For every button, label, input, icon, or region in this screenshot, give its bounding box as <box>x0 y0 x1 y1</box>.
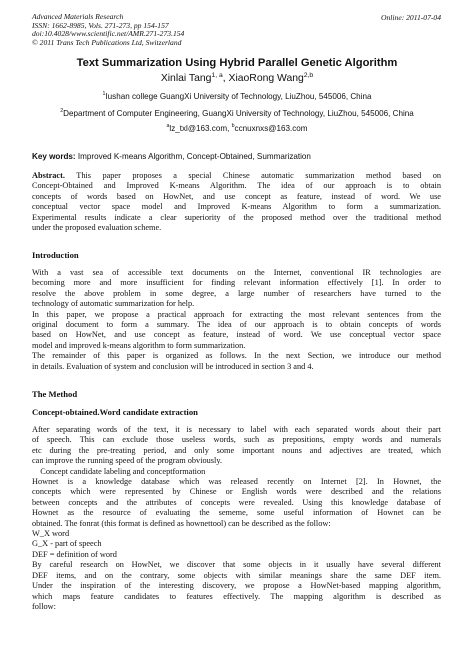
doi-line: doi:10.4028/www.scientific.net/AMR.271-273.154 <box>32 29 185 39</box>
method-line: between concepts and the attributes of concepts were revealed. Using this knowledge database of <box>32 497 441 507</box>
abstract-label: Abstract. <box>32 171 65 180</box>
intro-line: based on HowNet, and use concept as feature, instead of word. We use conceptual vector space <box>32 330 441 340</box>
paper-title: Text Summarization Using Hybrid Parallel Genetic Algorithm <box>76 57 398 69</box>
intro-line: technology of automatic summarization for help. <box>32 299 195 309</box>
method-line: etc during the pre-treating period, and only some important nouns and adjectives are treated, which <box>32 445 441 455</box>
abstract-line: under the proposed evaluation scheme. <box>32 223 162 233</box>
section-heading-introduction: Introduction <box>32 250 79 260</box>
intro-line: model and improved k-means algorithm to form summarization. <box>32 340 246 350</box>
keywords-label: Key words: <box>32 152 76 161</box>
affiliation-2 <box>0 109 474 118</box>
abstract-text: This paper proposes a special Chinese automatic summarization method based on <box>64 171 441 180</box>
abstract-line: Concept-Obtained and Improved K-means Algorithm. The idea of our approach is to obtain <box>32 181 441 191</box>
keywords-text: Improved K-means Algorithm, Concept-Obtained, Summarization <box>75 152 311 161</box>
intro-line: becoming more and more insufficient for finding relevant information effectively [1]. In order to <box>32 278 441 288</box>
section-heading-method: The Method <box>32 389 78 399</box>
author-line <box>0 73 474 84</box>
method-body <box>32 425 441 612</box>
email-marker: a <box>166 123 170 129</box>
email-link[interactable]: lz_txl@163.com, <box>169 124 232 133</box>
method-line: G_X - part of speech <box>32 539 102 549</box>
abstract-line: Experimental results indicate a clear superiority of the proposed method over the traditional method <box>32 212 441 222</box>
affiliation-number: 2 <box>60 108 64 114</box>
method-line: DEF = definition of word <box>32 549 117 559</box>
affiliation-text: Iushan college GuangXi University of Technology, LiuZhou, 545006, China <box>105 92 372 101</box>
author-name: XiaoRong Wang <box>228 73 304 84</box>
abstract-line <box>32 171 441 181</box>
affiliation-1 <box>0 92 474 101</box>
method-line: which maps feature candidates to features effectively. The mapping algorithm is described as <box>32 591 441 601</box>
intro-line: With a vast sea of accessible text documents on the Internet, conventional IR technologies are <box>32 268 441 277</box>
intro-line: original document to form a summary. The idea of our approach is to obtain concepts of words <box>32 320 441 330</box>
abstract-line: concepts of words based on HowNet, and use concept as feature, instead of word. We use <box>32 191 441 201</box>
method-line: concepts which were represented by Chinese or English words were described and the relations <box>32 487 441 497</box>
email-marker: b <box>231 123 235 129</box>
method-line: of speech. This can exclude those useless words, such as prepositions, empty words and numerals <box>32 435 441 445</box>
method-line: W_X word <box>32 529 70 539</box>
keywords <box>32 152 311 161</box>
email-link[interactable]: ccnuxnxs@163.com <box>234 124 308 133</box>
subsection-heading: Concept-obtained.Word candidate extraction <box>32 407 198 417</box>
online-date: Online: 2011-07-04 <box>381 13 441 22</box>
author-separator: , <box>222 73 229 84</box>
abstract-line: conceptual vector space model and Improved K-means Algorithm to form a summarization. <box>32 202 441 212</box>
abstract <box>32 171 441 233</box>
intro-line: resolve the above problem in some degree, a large number of researchers have turned to the <box>32 288 441 298</box>
method-line: Hownet as the resource of evaluating the sememe, some useful information of Hownet can be <box>32 508 441 518</box>
method-line: Under the inspiration of the interesting discovery, we propose a HowNet-based mapping algorithm, <box>32 581 441 591</box>
method-line: Hownet is a knowledge database which was released recently on Internet [2]. In Hownet, the <box>32 477 441 487</box>
journal-header <box>32 13 184 47</box>
author-superscript: 1, a <box>211 72 223 79</box>
method-line: After separating words of the text, it is necessary to label with each separated words about their part <box>32 425 441 434</box>
method-line: DEF items, and on the contrary, some objects with similar meanings share the same DEF item. <box>32 570 441 580</box>
author-name: Xinlai Tang <box>160 73 212 84</box>
intro-line: The remainder of this paper is organized as follows. In the next Section, we introduce our method <box>32 351 441 361</box>
method-line: follow: <box>32 601 56 611</box>
intro-line: in details. Evaluation of system and conclusion will be introduced in section 3 and 4. <box>32 361 314 371</box>
issn-line: ISSN: 1662-8985, Vols. 271-273, pp 154-157 <box>32 20 169 30</box>
method-line: Concept candidate labeling and conceptformation <box>32 466 206 476</box>
affiliation-text: Department of Computer Engineering, GuangXi University of Technology, LiuZhou, 545006, China <box>63 109 414 118</box>
intro-line: In this paper, we propose a practical approach for extracting the most relevant sentences from the <box>32 309 441 319</box>
affiliation-number: 1 <box>102 91 106 97</box>
introduction-body <box>32 268 441 372</box>
method-line: can improve the running speed of the program obviously. <box>32 456 223 466</box>
author-superscript: 2,b <box>303 72 314 79</box>
method-line: By careful research on HowNet, we discover that some objects in it usually have several different <box>32 560 441 570</box>
copyright-line: © 2011 Trans Tech Publications Ltd, Switzerland <box>32 37 182 47</box>
email-line <box>0 124 474 133</box>
method-line: obtained. The fonrat (this format is defined as hownettool) can be described as the follow: <box>32 518 331 528</box>
journal-name: Advanced Materials Research <box>32 12 124 21</box>
